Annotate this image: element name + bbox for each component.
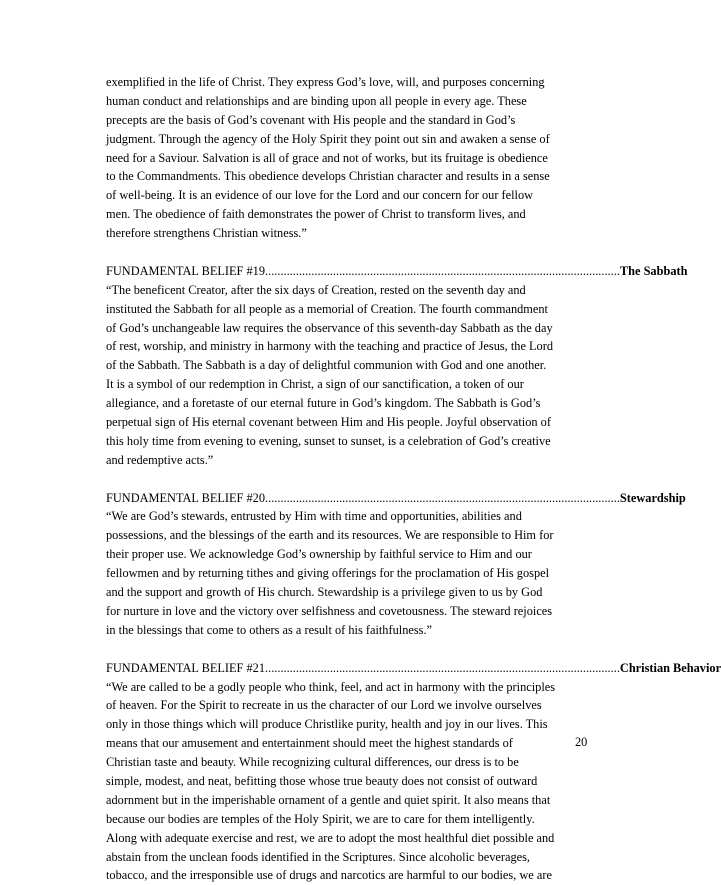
- paragraph-line: precepts are the basis of God’s covenant with His people and the standard in God’s: [106, 112, 516, 127]
- paragraph-line: exemplified in the life of Christ. They express God’s love, will, and purposes concerning: [106, 75, 545, 89]
- paragraph-line: because our bodies are temples of the Holy Spirit, we are to care for them intelligently.: [106, 811, 535, 826]
- page-body: [106, 73, 721, 885]
- paragraph-line: “We are God’s stewards, entrusted by Him with time and opportunities, abilities and: [106, 509, 522, 524]
- paragraph-line: only in those things which will produce Christlike purity, health and joy in our lives. This: [106, 717, 548, 732]
- belief-heading: [106, 262, 688, 281]
- paragraph-line: judgment. Through the agency of the Holy Spirit they point out sin and awaken a sense of: [106, 131, 550, 146]
- paragraph-line: tobacco, and the irresponsible use of drugs and narcotics are harmful to our bodies, we are: [106, 868, 552, 883]
- paragraph-line: men. The obedience of faith demonstrates the power of Christ to transform lives, and: [106, 207, 526, 222]
- paragraph-line: for nurture in love and the victory over selfishness and covetousness. The steward rejoices: [106, 603, 553, 618]
- paragraph-line: to the Commandments. This obedience develops Christian character and results in a sense: [106, 169, 550, 184]
- paragraph-line: human conduct and relationships and are binding upon all people in every age. These: [106, 93, 527, 108]
- paragraph-line: perpetual sign of His eternal covenant between Him and His people. Joyful observation of: [106, 415, 551, 430]
- paragraph-line: means that our amusement and entertainment should meet the highest standards of: [106, 736, 513, 751]
- paragraph-line: It is a symbol of our redemption in Christ, a sign of our sanctification, a token of our: [106, 377, 524, 392]
- belief-number: FUNDAMENTAL BELIEF #21: [106, 660, 266, 675]
- dot-leader: ...................................................................................................................: [265, 660, 620, 675]
- belief-heading: [106, 489, 686, 508]
- paragraph-line: in the blessings that come to others as a result of his faithfulness.”: [106, 622, 433, 637]
- paragraph-line: of rest, worship, and ministry in harmony with the teaching and practice of Jesus, the Lord: [106, 339, 554, 354]
- paragraph-spacer: [106, 640, 561, 659]
- intro-paragraph: [106, 73, 561, 243]
- paragraph-line: fellowmen and by returning tithes and giving offerings for the proclamation of His gospel: [106, 566, 550, 581]
- dot-leader: ...................................................................................................................: [265, 263, 620, 278]
- paragraph-line: abstain from the unclean foods identified in the Scriptures. Since alcoholic beverages,: [106, 849, 531, 864]
- paragraph-line: Christian taste and beauty. While recognizing cultural differences, our dress is to be: [106, 755, 519, 770]
- paragraph-line: adornment but in the imperishable ornament of a gentle and quiet spirit. It also means that: [106, 792, 551, 807]
- paragraph-line: this holy time from evening to evening, sunset to sunset, is a celebration of God’s creative: [106, 433, 551, 448]
- paragraph-line: “We are called to be a godly people who think, feel, and act in harmony with the principles: [106, 679, 556, 694]
- belief-heading: [106, 659, 721, 678]
- paragraph-line: allegiance, and a foretaste of our eternal future in God’s kingdom. The Sabbath is God’s: [106, 396, 541, 411]
- paragraph-line: their proper use. We acknowledge God’s ownership by faithful service to Him and our: [106, 547, 532, 562]
- paragraph-line: possessions, and the blessings of the earth and its resources. We are responsible to Him for: [106, 528, 554, 543]
- paragraph-line: therefore strengthens Christian witness.”: [106, 226, 307, 241]
- paragraph-line: of God’s unchangeable law requires the observance of this seventh-day Sabbath as the day: [106, 320, 553, 335]
- belief-title: Christian Behavior: [619, 660, 721, 675]
- paragraph-line: and redemptive acts.”: [106, 452, 214, 467]
- dot-leader: ...................................................................................................................: [265, 490, 620, 505]
- paragraph-line: of well-being. It is an evidence of our love for the Lord and our concern for our fellow: [106, 188, 534, 203]
- belief-section-19: [106, 262, 688, 470]
- paragraph-line: and the support and growth of His church. Stewardship is a privilege given to us by God: [106, 585, 543, 600]
- belief-section-20: [106, 489, 686, 640]
- page-number: 20: [575, 735, 588, 749]
- belief-title: Stewardship: [619, 490, 686, 505]
- belief-number: FUNDAMENTAL BELIEF #19: [106, 263, 266, 278]
- paragraph-spacer: [106, 470, 561, 489]
- paragraph-line: of heaven. For the Spirit to recreate in us the character of our Lord we involve ourselves: [106, 698, 542, 713]
- paragraph-line: need for a Saviour. Salvation is all of grace and not of works, but its fruitage is obedience: [106, 150, 548, 165]
- paragraph-line: of the Sabbath. The Sabbath is a day of delightful communion with God and one another.: [106, 358, 547, 373]
- paragraph-line: “The beneficent Creator, after the six days of Creation, rested on the seventh day and: [106, 282, 526, 297]
- belief-title: The Sabbath: [619, 263, 688, 278]
- belief-number: FUNDAMENTAL BELIEF #20: [106, 490, 266, 505]
- paragraph-spacer: [106, 243, 561, 262]
- paragraph-line: instituted the Sabbath for all people as a memorial of Creation. The fourth commandment: [106, 301, 548, 316]
- paragraph-line: simple, modest, and neat, befitting those whose true beauty does not consist of outward: [106, 773, 538, 788]
- paragraph-line: Along with adequate exercise and rest, we are to adopt the most healthful diet possible and: [106, 830, 555, 845]
